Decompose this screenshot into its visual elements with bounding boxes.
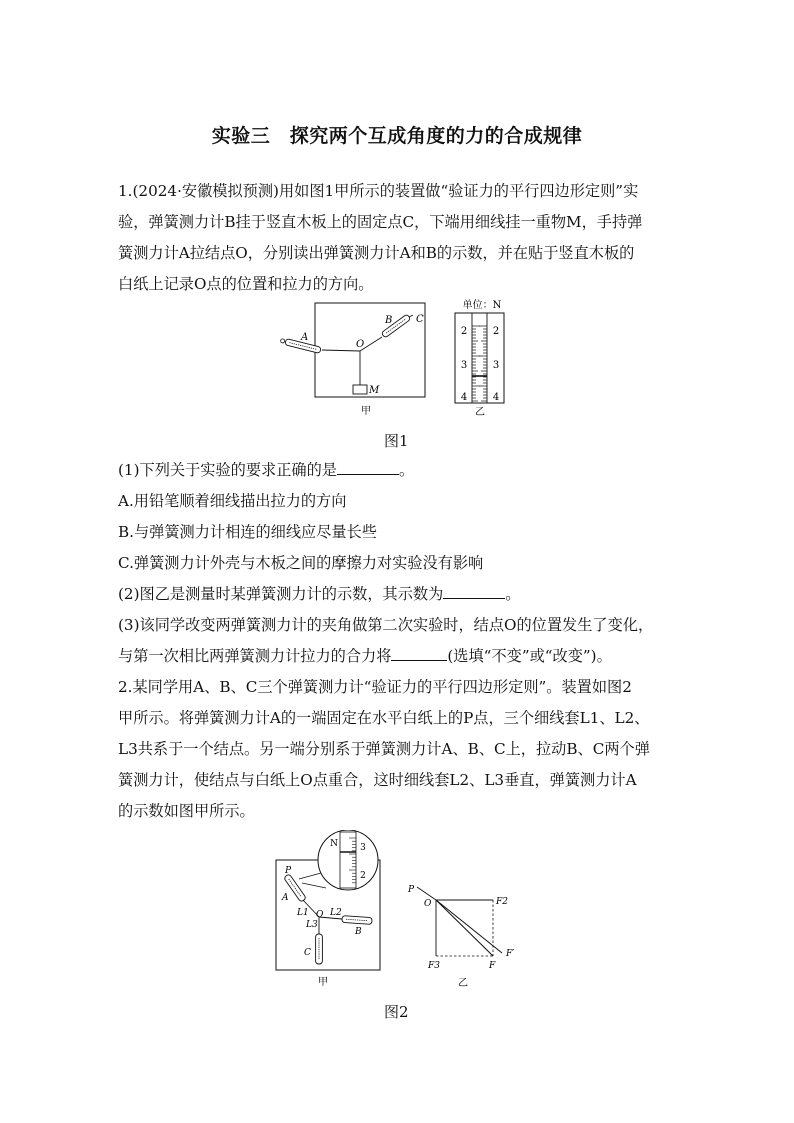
- fig2-label-F: F: [489, 961, 496, 971]
- fig1-label-B: B: [385, 315, 393, 326]
- fig1-tick-left-3: 3: [460, 360, 468, 371]
- figure-1-yi: [455, 298, 504, 418]
- fig1-label-C: C: [416, 314, 424, 325]
- q1-option-a: A.用铅笔顺着细线描出拉力的方向: [118, 492, 347, 510]
- q2-line-4: 簧测力计，使结点与白纸上O点重合，这时细线套L2、L3垂直，弹簧测力计A: [118, 771, 637, 789]
- fig2-yi-label: 乙: [458, 978, 468, 989]
- q1-sub2: (2)图乙是测量时某弹簧测力计的示数，其示数为 。: [118, 585, 521, 603]
- q1-line-3: 簧测力计A拉结点O，分别读出弹簧测力计A和B的示数，并在贴于竖直木板的: [118, 244, 635, 262]
- figure-2-yi: [407, 885, 514, 989]
- answer-blank-3[interactable]: [391, 646, 447, 661]
- fig2-label-Fprime: F′: [506, 949, 515, 959]
- fig1-unit-label: 单位：N: [462, 300, 502, 311]
- fig2-label-L2: L2: [330, 908, 342, 918]
- fig1-jia-label: 甲: [361, 406, 371, 417]
- q1-sub3-line2: 与第一次相比两弹簧测力计拉力的合力将 (选填“不变”或“改变”)。: [118, 647, 612, 665]
- figure-2-caption: 图2: [384, 1003, 409, 1021]
- fig2-label-L3: L3: [306, 920, 318, 930]
- figure-1-caption: 图1: [384, 432, 409, 450]
- fig2-label-L1: L1: [297, 908, 309, 918]
- fig2-label-C: C: [304, 948, 311, 958]
- figure-2-jia: [276, 830, 380, 988]
- q1-line-1: 1.(2024·安徽模拟预测)用如图1甲所示的装置做“验证力的平行四边形定则”实: [118, 182, 639, 200]
- fig1-label-O: O: [356, 339, 365, 350]
- fig2-yi-label-O: O: [424, 899, 432, 909]
- fig2-tick-2: 2: [360, 871, 366, 881]
- q1-line-4: 白纸上记录O点的位置和拉力的方向。: [118, 275, 374, 293]
- fig1-tick-left-2: 2: [460, 326, 468, 337]
- q1-option-c: C.弹簧测力计外壳与木板之间的摩擦力对实验没有影响: [118, 554, 484, 572]
- q1-sub1: (1)下列关于实验的要求正确的是 。: [118, 461, 415, 479]
- fig2-label-F2: F2: [496, 897, 508, 907]
- q2-line-1: 2.某同学用A、B、C三个弹簧测力计“验证力的平行四边形定则”。装置如图2: [118, 678, 632, 696]
- fig2-label-P: P: [285, 866, 292, 876]
- q2-line-2: 甲所示。将弹簧测力计A的一端固定在水平白纸上的P点，三个细线套L1、L2、: [118, 709, 650, 727]
- fig1-tick-right-4: 4: [492, 392, 500, 403]
- fig2-label-A: A: [282, 893, 289, 903]
- fig1-tick-left-4: 4: [460, 392, 468, 403]
- q1-option-b: B.与弹簧测力计相连的细线应尽量长些: [118, 523, 377, 541]
- q1-line-2: 验，弹簧测力计B挂于竖直木板上的固定点C，下端用细线挂一重物M，手持弹: [118, 213, 643, 231]
- figure-1: [270, 296, 520, 421]
- q2-line-5: 的示数如图甲所示。: [118, 802, 255, 820]
- page-title: 实验三 探究两个互成角度的力的合成规律: [211, 125, 583, 147]
- fig2-jia-label: 甲: [318, 977, 328, 988]
- fig2-yi-label-P: P: [408, 885, 415, 895]
- q2-line-3: L3共系于一个结点。另一端分别系于弹簧测力计A、B、C上，拉动B、C两个弹: [118, 740, 650, 758]
- fig2-tick-3: 3: [360, 843, 366, 853]
- q1-sub3-line1: (3)该同学改变两弹簧测力计的夹角做第二次实验时，结点O的位置发生了变化，: [118, 616, 654, 634]
- fig1-yi-label: 乙: [475, 407, 485, 418]
- fig2-label-B: B: [355, 927, 362, 937]
- fig1-tick-right-2: 2: [492, 326, 500, 337]
- answer-blank-1[interactable]: [337, 460, 399, 475]
- fig2-label-O: O: [316, 910, 324, 920]
- fig1-tick-right-3: 3: [492, 360, 500, 371]
- fig1-label-A: A: [301, 332, 309, 343]
- figure-2: [268, 830, 528, 992]
- fig2-label-N: N: [330, 839, 338, 849]
- figure-1-jia: [280, 303, 425, 417]
- answer-blank-2[interactable]: [443, 584, 505, 599]
- fig1-label-M: M: [369, 385, 380, 396]
- fig2-label-F3: F3: [428, 961, 440, 971]
